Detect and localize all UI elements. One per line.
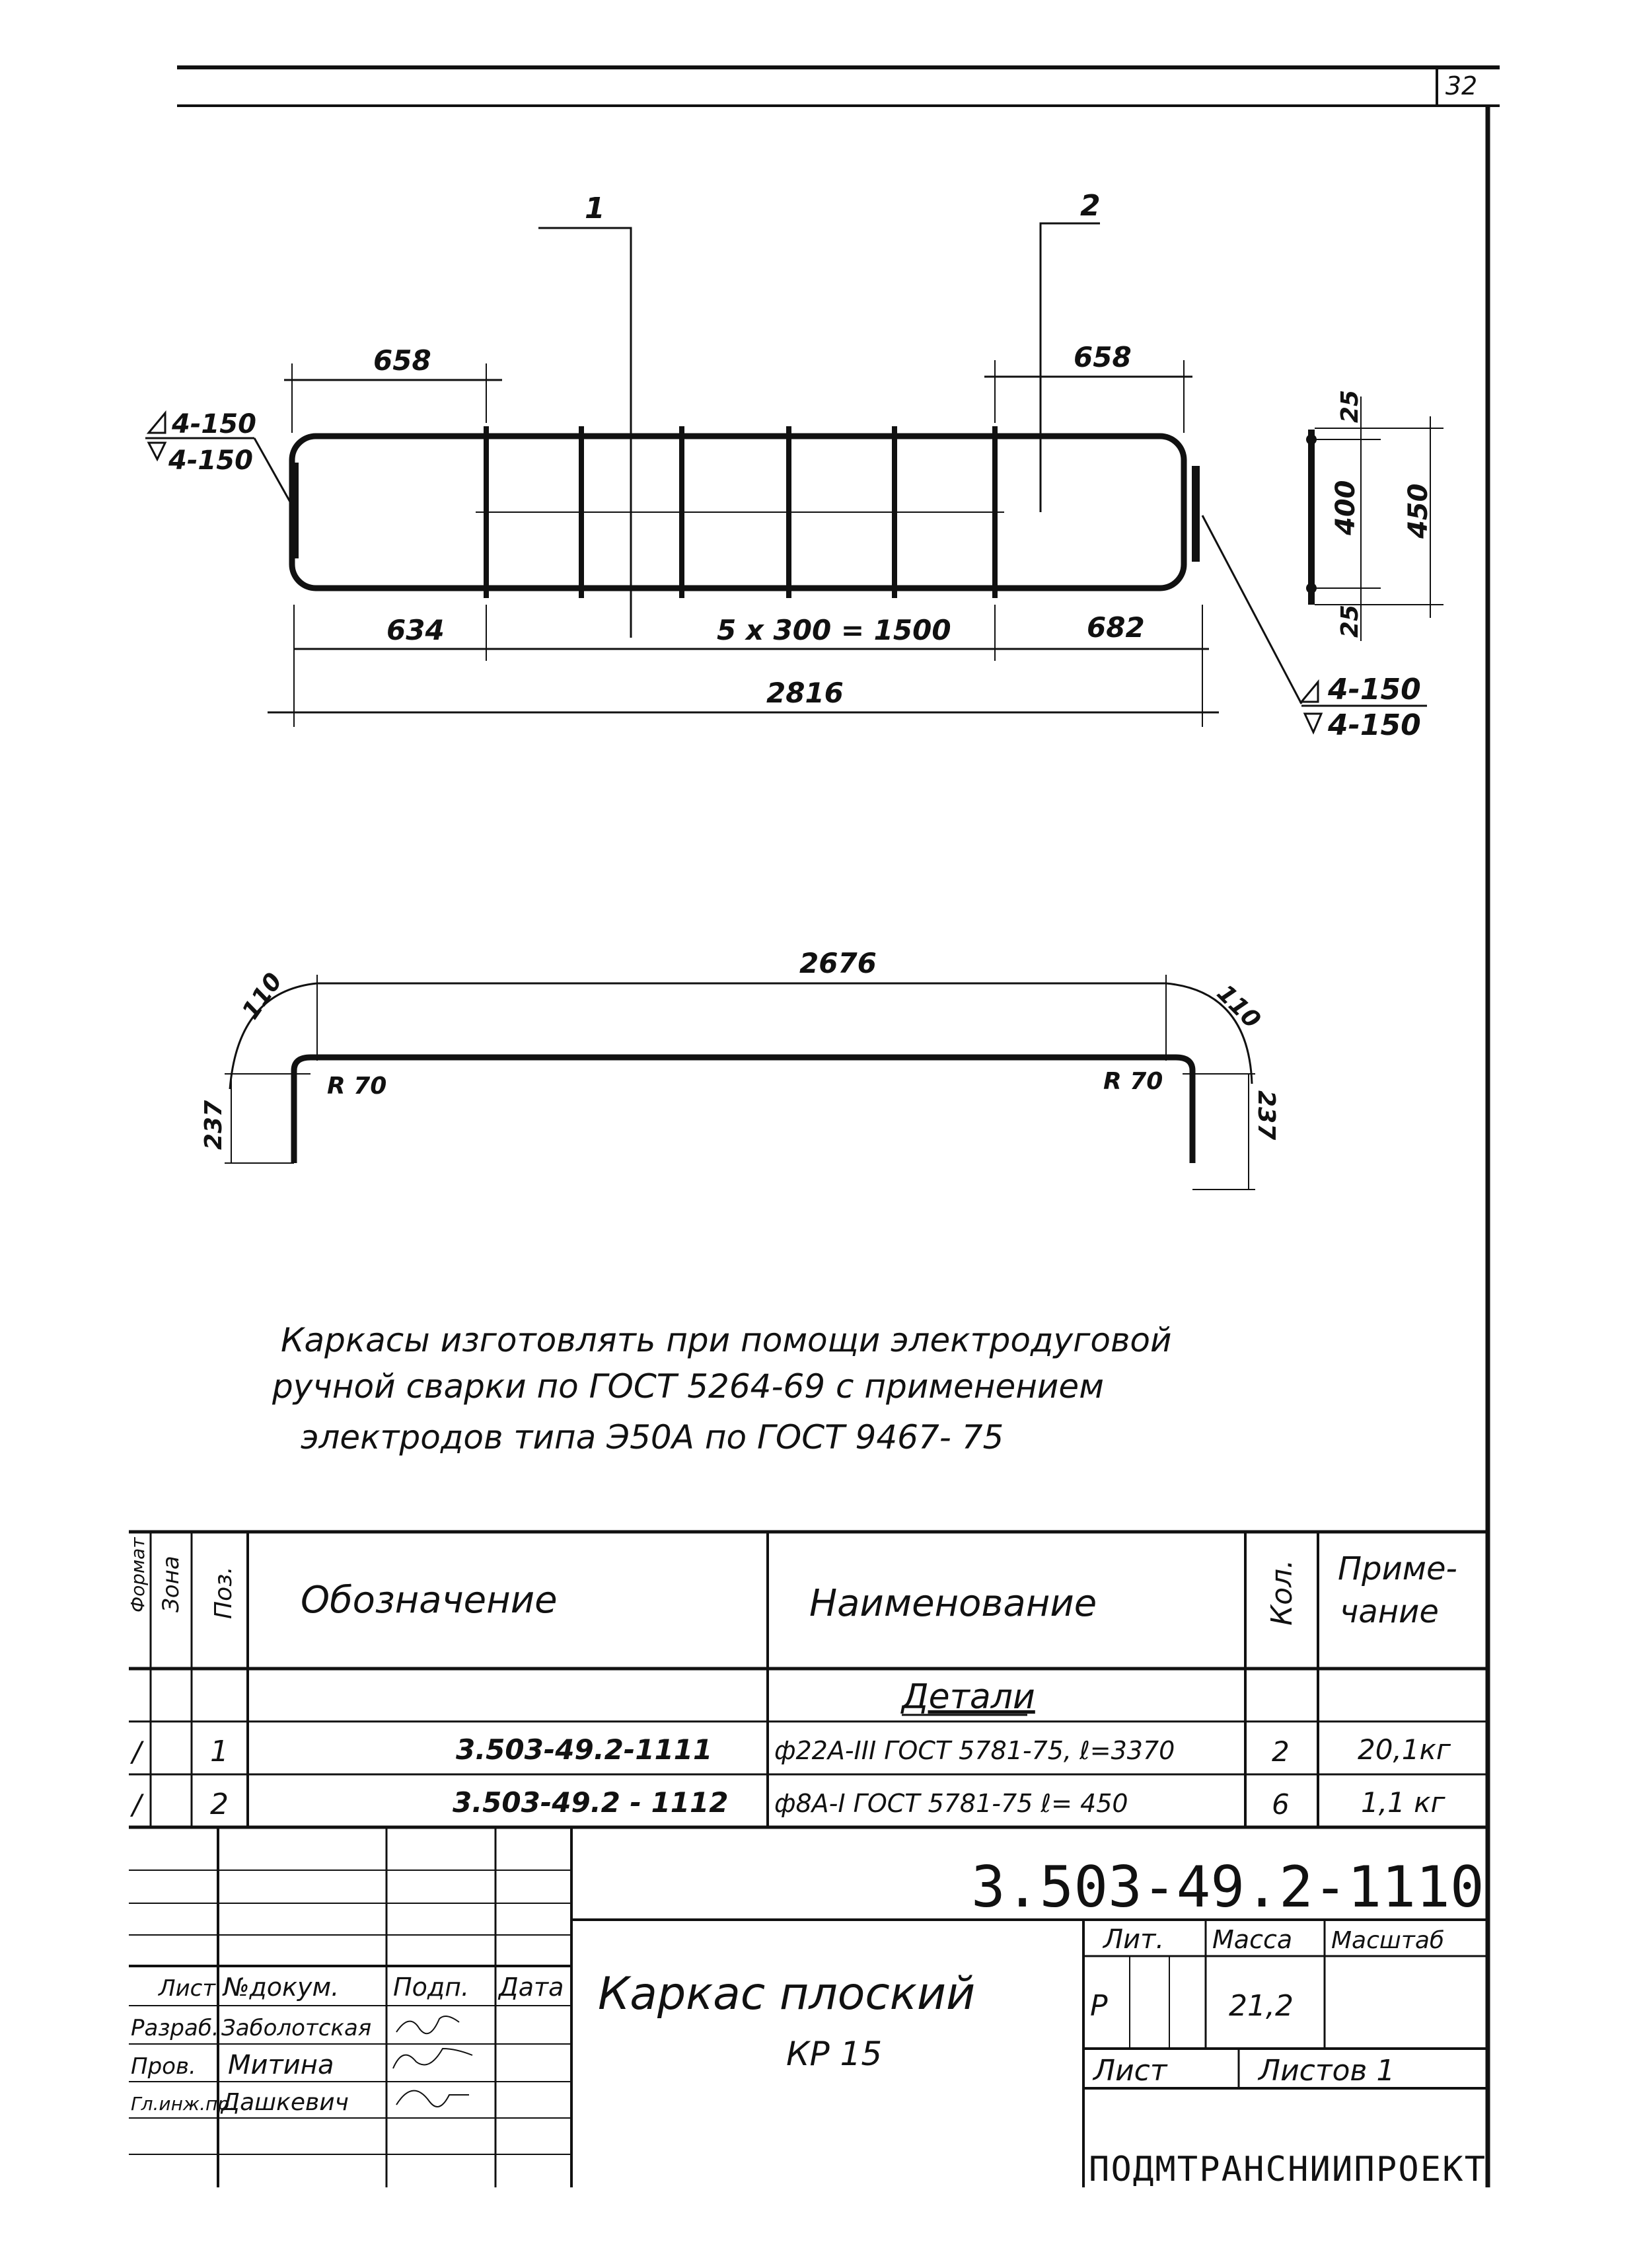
section-dim-bottom: 25 [1336, 604, 1364, 638]
frame-elevation [145, 189, 1444, 742]
bent-bar [294, 1057, 1192, 1163]
name-checker: Митина [228, 2050, 334, 2080]
notes-block [272, 1321, 1172, 1456]
row2-format: / [132, 1788, 142, 1821]
col-sheet: Лист [159, 1975, 216, 2002]
name-chief: Дашкевич [221, 2089, 349, 2116]
specification-table [127, 1532, 1488, 1827]
dim-bar-length: 2676 [799, 947, 877, 979]
row1-note: 20,1кг [1358, 1733, 1451, 1766]
title-block [129, 1827, 1488, 2189]
row1-pos: 1 [210, 1735, 229, 1768]
signature-2 [393, 2049, 472, 2068]
row1-designation: 3.503-49.2-1111 [456, 1733, 713, 1766]
organization: ПОДМТРАНСНИИПРОЕКТ [1089, 2150, 1485, 2189]
drawing-code: 3.503-49.2-1110 [971, 1854, 1484, 1920]
svg-text:4-150: 4-150 [172, 409, 256, 439]
row2-name: ф8А-I ГОСТ 5781-75 ℓ= 450 [774, 1789, 1128, 1818]
title-line-1: Каркас плоский [598, 1968, 976, 2020]
bar-detail [200, 947, 1280, 1190]
svg-text:4-150: 4-150 [168, 445, 253, 476]
role-developer: Разраб. [131, 2015, 219, 2041]
mass-value: 21,2 [1229, 1989, 1294, 2023]
dim-left-top: 658 [373, 344, 431, 377]
row2-qty: 6 [1272, 1788, 1290, 1821]
sheet-number: 32 [1445, 71, 1478, 100]
pos1-label: 1 [585, 192, 605, 225]
name-developer: Заболотская [221, 2015, 372, 2041]
col-date: Дата [499, 1973, 564, 2002]
label-scale: Масштаб [1331, 1927, 1445, 1954]
signature-3 [396, 2091, 469, 2107]
dim-left-bottom: 634 [386, 614, 445, 646]
leg-left: 237 [200, 1100, 227, 1150]
role-chief: Гл.инж.пр. [131, 2093, 236, 2115]
label-mass: Масса [1212, 1925, 1293, 1954]
header-pos: Поз. [210, 1566, 237, 1619]
weld-callout-left [145, 409, 294, 509]
note-line-1: Каркасы изготовлять при помощи электродуговой [281, 1321, 1172, 1359]
row2-designation: 3.503-49.2 - 1112 [453, 1786, 729, 1819]
row2-pos: 2 [210, 1788, 229, 1821]
section-title: Детали [902, 1677, 1035, 1717]
section-dim-mid: 400 [1331, 480, 1361, 535]
section-dim-total: 450 [1403, 483, 1434, 539]
dim-middle-bottom: 5 x 300 = 1500 [717, 614, 951, 646]
radius-right: R 70 [1103, 1068, 1163, 1095]
leader-pos1 [538, 228, 631, 638]
note-line-2: ручной сварки по ГОСТ 5264-69 с применением [272, 1367, 1104, 1406]
label-lit: Лит. [1103, 1924, 1165, 1955]
dim-right-top: 658 [1074, 341, 1132, 373]
svg-text:4-150: 4-150 [1328, 708, 1421, 742]
row1-qty: 2 [1272, 1735, 1290, 1768]
dim-arc-right: 110 [1211, 979, 1266, 1034]
leg-right: 237 [1253, 1090, 1280, 1141]
header-note-1: Приме- [1338, 1550, 1457, 1587]
header-note-2: чание [1340, 1593, 1439, 1630]
header-name: Наименование [809, 1582, 1097, 1625]
signature-1 [396, 2016, 459, 2033]
header-qty: Кол. [1265, 1559, 1299, 1626]
note-line-3: электродов типа Э50А по ГОСТ 9467- 75 [301, 1418, 1004, 1456]
role-checker: Пров. [131, 2053, 196, 2080]
col-doc: №докум. [223, 1973, 340, 2002]
section-dim-top: 25 [1336, 389, 1364, 423]
pos2-label: 2 [1080, 189, 1101, 223]
label-sheet: Лист [1093, 2054, 1167, 2088]
row1-format: / [132, 1735, 142, 1768]
row2-note: 1,1 кг [1361, 1786, 1445, 1819]
col-sign: Подп. [393, 1973, 470, 2002]
lit-value: Р [1090, 1989, 1108, 2023]
dim-arc-left: 110 [237, 968, 288, 1025]
header-zone: Зона [158, 1556, 184, 1612]
row1-name: ф22А-III ГОСТ 5781-75, ℓ=3370 [774, 1736, 1175, 1765]
dim-right-bottom: 682 [1087, 611, 1145, 644]
title-line-2: КР 15 [786, 2035, 883, 2073]
section-view [1306, 390, 1444, 641]
header-format: Формат [127, 1537, 149, 1612]
svg-text:4-150: 4-150 [1328, 673, 1421, 706]
radius-left: R 70 [327, 1073, 387, 1100]
header-designation: Обозначение [301, 1579, 558, 1622]
dim-total: 2816 [766, 677, 844, 709]
label-sheets: Листов 1 [1259, 2054, 1395, 2088]
